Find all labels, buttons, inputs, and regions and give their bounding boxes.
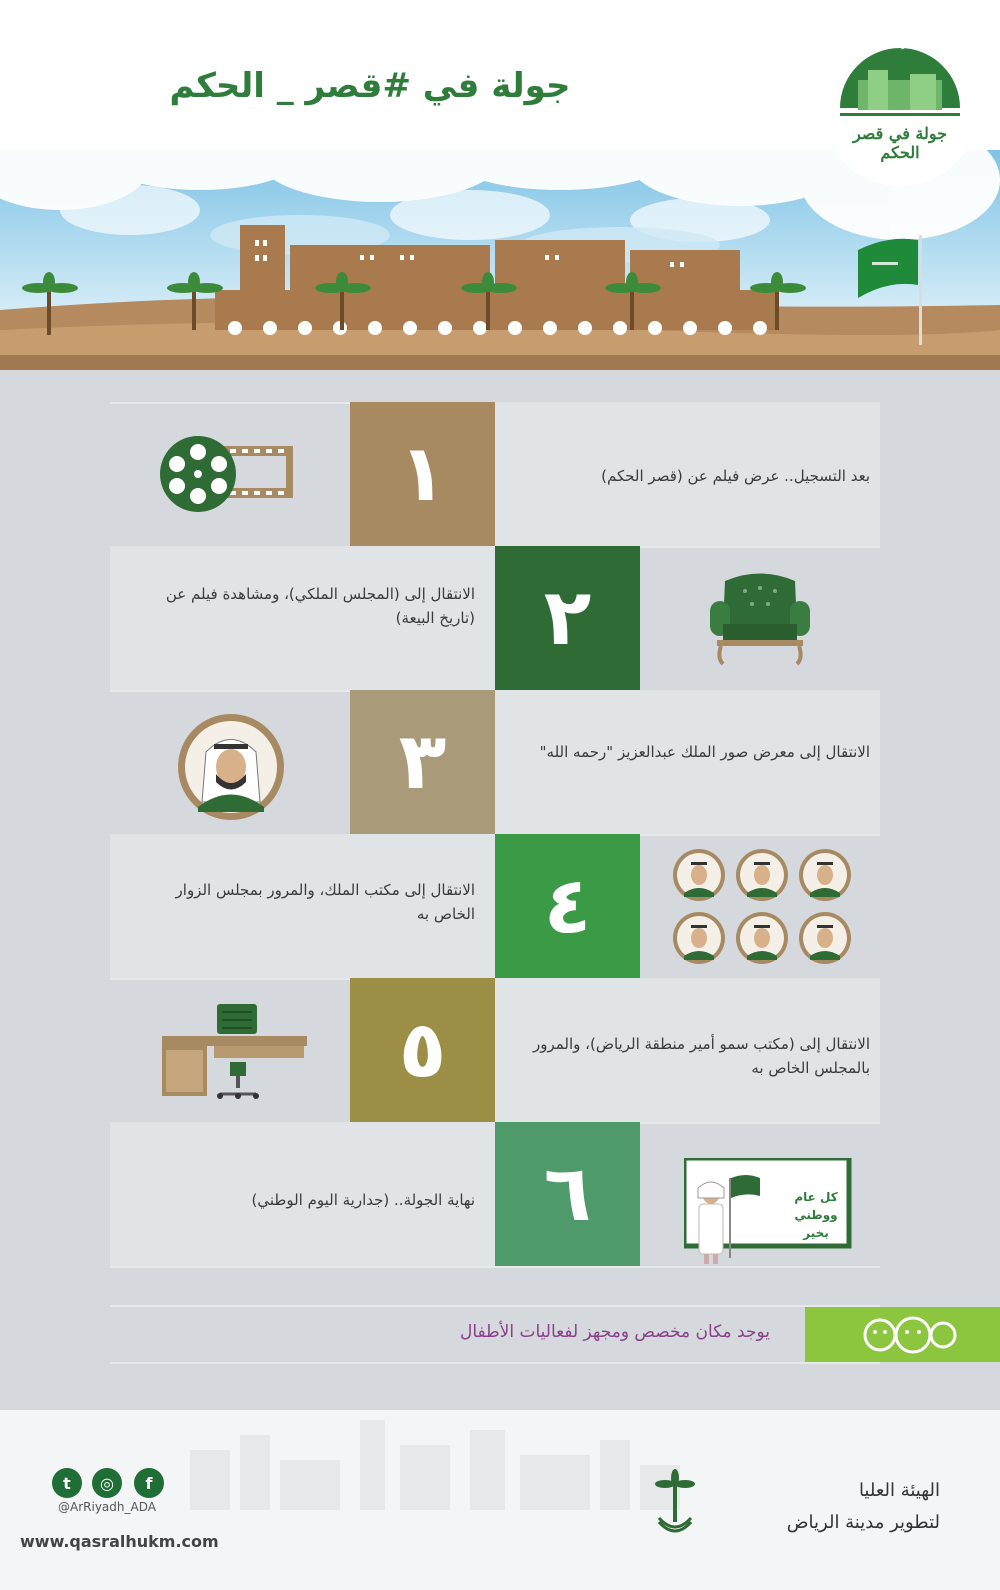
logo-text: جولة في قصر الحكم — [852, 124, 948, 162]
twitter-icon[interactable]: t — [52, 1468, 82, 1498]
step-3-number: ٣ — [350, 690, 495, 834]
step-1-number: ١ — [350, 402, 495, 546]
kids-text: يوجد مكان مخصص ومجهز لفعاليات الأطفال — [459, 1322, 770, 1342]
logo-top-text: الملكية العربية السعودية — [855, 40, 945, 50]
header — [0, 0, 1000, 370]
kids-faces-icon — [805, 1307, 1000, 1362]
step-1-text: بعد التسجيل.. عرض فيلم عن (قصر الحكم) — [601, 467, 870, 485]
step-4-number: ٤ — [495, 834, 640, 978]
film-reel-icon — [158, 434, 298, 514]
desk-chair-icon — [162, 1002, 312, 1102]
org-name-line1: الهيئة العليا — [858, 1480, 940, 1501]
step-2-number: ٢ — [495, 546, 640, 690]
social-handle[interactable]: @ArRiyadh_ADA — [58, 1500, 156, 1514]
step-2-text: الانتقال إلى (المجلس الملكي)، ومشاهدة فيلم عن (تاريخ البيعة) — [165, 585, 475, 627]
palm-swords-emblem-icon — [655, 1468, 695, 1538]
kings-portraits-icon — [672, 848, 862, 968]
kids-divider-bottom — [110, 1362, 880, 1364]
facebook-icon[interactable]: f — [134, 1468, 164, 1498]
instagram-icon[interactable]: ◎ — [92, 1468, 122, 1498]
step-4-text: الانتقال إلى مكتب الملك، والمرور بمجلس الزوار الخاص به — [175, 881, 475, 923]
armchair-icon — [705, 566, 815, 666]
step-3-text: الانتقال إلى معرض صور الملك عبدالعزيز "رحمه الله" — [539, 743, 870, 761]
board-text: كل عام ووطني بخير — [794, 1190, 838, 1240]
step-5-number: ٥ — [350, 978, 495, 1122]
king-portrait-icon — [176, 712, 286, 822]
step-5-text: الانتقال إلى (مكتب سمو أمير منطقة الرياض)، والمرور بالمجلس الخاص به — [532, 1035, 870, 1077]
org-name-line2: لتطوير مدينة الرياض — [786, 1512, 940, 1533]
step-6-number: ٦ — [495, 1122, 640, 1266]
step-6-text: نهاية الجولة.. (جدارية اليوم الوطني) — [251, 1191, 475, 1209]
website-link[interactable]: www.qasralhukm.com — [20, 1532, 219, 1551]
page-title: جولة في #قصر _ الحكم — [169, 66, 571, 106]
kids-banner-bar — [805, 1307, 1000, 1362]
kids-divider-top — [110, 1305, 880, 1307]
steps-section — [0, 370, 1000, 1310]
